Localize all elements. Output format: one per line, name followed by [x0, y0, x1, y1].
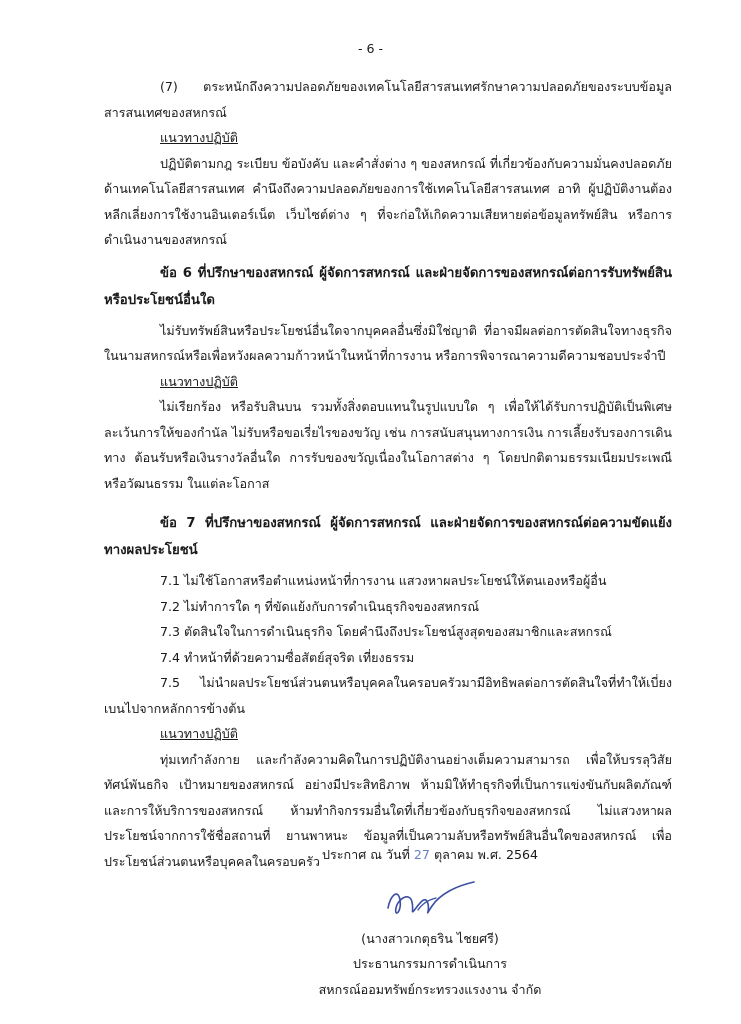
signature-block	[290, 842, 570, 1002]
clause-7-item-3: 7.3 ตัดสินใจในการดำเนินธุรกิจ โดยคำนึงถึงประโยชน์สูงสุดของสมาชิกและสหกรณ์	[160, 624, 612, 639]
item-7: (7) ตระหนักถึงความปลอดภัยของเทคโนโลยีสารสนเทศรักษาความปลอดภัยของระบบข้อมูลสารสนเทศของสหกรณ์	[104, 79, 672, 120]
guideline-label-text: แนวทางปฏิบัติ	[160, 373, 238, 389]
clause-7-item-4: 7.4 ทำหน้าที่ด้วยความซื่อสัตย์สุจริต เที่ยงธรรม	[160, 649, 415, 665]
organization-name: สหกรณ์ออมทรัพย์กระทรวงแรงงาน จำกัด	[318, 981, 542, 997]
handwritten-signature-icon	[370, 878, 490, 922]
clause-6-body: ไม่รับทรัพย์สินหรือประโยชน์อื่นใดจากบุคคลอื่นซึ่งมิใช่ญาติ ที่อาจมีผลต่อการตัดสินใจทางธุรกิจในนามสหกรณ์หรือเพื่อหวังผลความก้าวหน้าในหน้าที่การงาน หรือการพิจารณาความดีความชอบประจำปี	[104, 322, 672, 363]
guideline-paragraph-3: ทุ่มเทกำลังกาย และกำลังความคิดในการปฏิบัติงานอย่างเต็มความสามารถ เพื่อให้บรรลุวิสัยทัศน์พันธกิจ เป้าหมายของสหกรณ์ อย่างมีประสิทธิภาพ ห้ามมิให้ทำธุรกิจที่เป็นการแข่งขันกับผลิตภัณฑ์และการให้บริการของสหกรณ์ ห้ามทำกิจกรรมอื่นใดที่เกี่ยวข้องกับธุรกิจของสหกรณ์ ไม่แสวงหาผลประโยชน์จากการใช้ชื่อสถานที่ ยานพาหนะ ข้อมูลที่เป็นความลับหรือทรัพย์สินอื่นใดของสหกรณ์ เพื่อประโยชน์ส่วนตนหรือบุคคลในครอบครัว	[104, 751, 672, 869]
clause-7-item-2: 7.2 ไม่ทำการใด ๆ ที่ขัดแย้งกับการดำเนินธุรกิจของสหกรณ์	[160, 598, 480, 614]
announcement-month-year: ตุลาคม พ.ศ. 2564	[433, 847, 538, 862]
clause-6-heading: ข้อ 6 ที่ปรึกษาของสหกรณ์ ผู้จัดการสหกรณ์ และฝ่ายจัดการของสหกรณ์ต่อการรับทรัพย์สินหรือประโยชน์อื่นใด	[104, 265, 672, 308]
clause-7-item-5: 7.5 ไม่นำผลประโยชน์ส่วนตนหรือบุคคลในครอบครัวมามีอิทธิพลต่อการตัดสินใจที่ทำให้เบี่ยงเบนไปจากหลักการข้างต้น	[104, 675, 672, 716]
guideline-label-2	[104, 369, 672, 395]
announcement-date	[290, 842, 570, 868]
clause-7-item-1: 7.1 ไม่ใช้โอกาสหรือตำแหน่งหน้าที่การงาน แสวงหาผลประโยชน์ให้ตนเองหรือผู้อื่น	[160, 573, 607, 588]
signer-name: (นางสาวเกตุธริน ไชยศรี)	[361, 930, 499, 946]
announcement-day: 27	[413, 847, 430, 862]
page-number: - 6 -	[357, 41, 384, 56]
document-body	[104, 74, 672, 874]
guideline-paragraph-2: ไม่เรียกร้อง หรือรับสินบน รวมทั้งสิ่งตอบแทนในรูปแบบใด ๆ เพื่อให้ได้รับการปฏิบัติเป็นพิเศษ ละเว้นการให้ของกำนัล ไม่รับหรือขอเรี่ยไรของขวัญ เช่น การสนับสนุนทางการเงิน การเลี้ยงรับรองการเดินทาง ต้อนรับหรือเงินรางวัลอื่นใด การรับของขวัญเนื่องในโอกาสต่าง ๆ โดยปกติตามธรรมเนียมประเพณีหรือวัฒนธรรม ในแต่ละโอกาส	[104, 399, 672, 491]
clause-7-heading: ข้อ 7 ที่ปรึกษาของสหกรณ์ ผู้จัดการสหกรณ์ และฝ่ายจัดการของสหกรณ์ต่อความขัดแย้งทางผลประโยชน์	[104, 516, 672, 558]
guideline-label-text: แนวทางปฏิบัติ	[160, 726, 238, 741]
guideline-label-3	[104, 721, 672, 747]
signer-title: ประธานกรรมการดำเนินการ	[352, 956, 508, 971]
guideline-label-1	[104, 125, 672, 151]
guideline-label-text: แนวทางปฏิบัติ	[160, 130, 238, 145]
announcement-prefix: ประกาศ ณ วันที่	[321, 847, 410, 862]
guideline-paragraph-1: ปฏิบัติตามกฎ ระเบียบ ข้อบังคับ และคำสั่งต่าง ๆ ของสหกรณ์ ที่เกี่ยวข้องกับความมั่นคงปลอดภัยด้านเทคโนโลยีสารสนเทศ คำนึงถึงความปลอดภัยของการใช้เทคโนโลยีสารสนเทศ อาทิ ผู้ปฏิบัติงานต้องหลีกเลี่ยงการใช้งานอินเตอร์เน็ต เว็บไซต์ต่าง ๆ ที่จะก่อให้เกิดความเสียหายต่อข้อมูลทรัพย์สิน หรือการดำเนินงานของสหกรณ์	[104, 155, 672, 247]
